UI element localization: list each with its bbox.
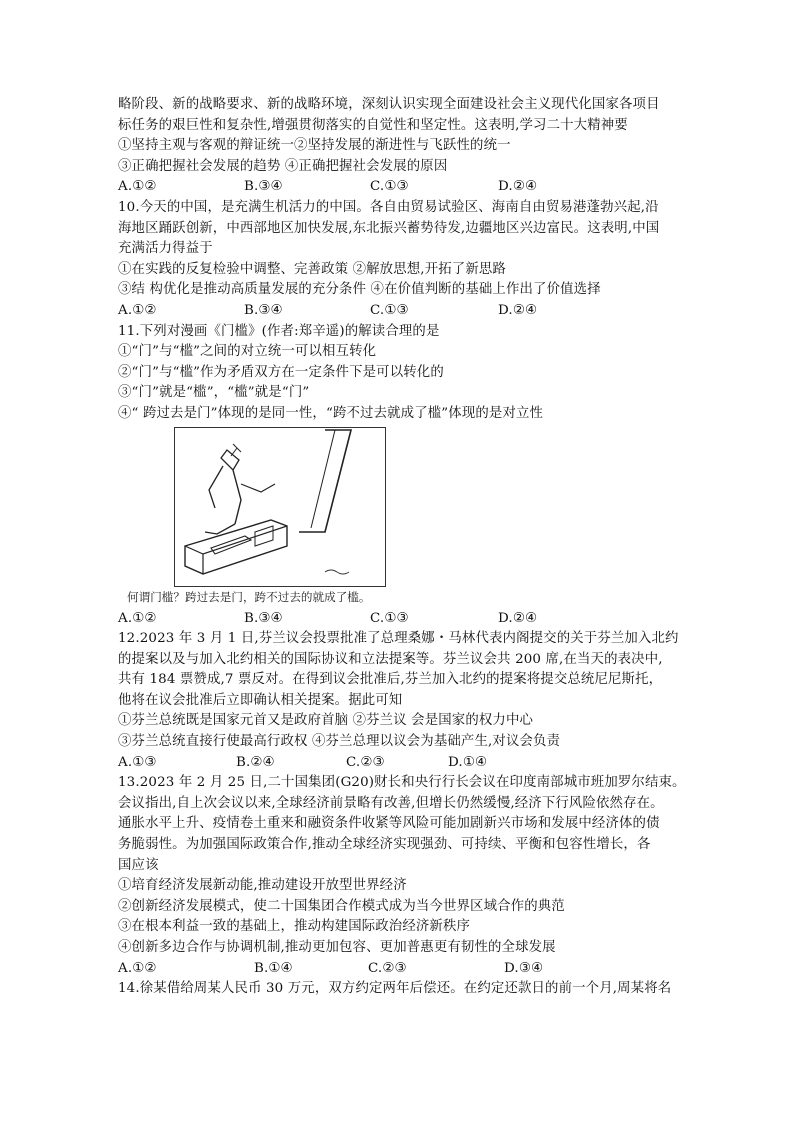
option-line: ③芬兰总统直接行使最高行政权 ④芬兰总理以议会为基础产生,对议会负责	[118, 734, 561, 750]
answer-d: D.①④	[448, 754, 488, 770]
cartoon-figure	[118, 427, 688, 609]
answer-a: A.①②	[118, 960, 157, 976]
question-10	[118, 198, 688, 322]
question-stem: 11.下列对漫画《门槛》(作者:郑辛遥)的解读合理的是	[118, 323, 440, 339]
text-line: 海地区踊跃创新，中西部地区加快发展,东北振兴蓄势待发,边疆地区兴边富民。这表明,中国	[118, 220, 660, 236]
cartoon-drawing	[175, 428, 385, 586]
text-line: 充满活力得益于	[118, 241, 213, 257]
answer-c: C.②③	[346, 754, 385, 770]
answer-c: C.①③	[370, 179, 409, 195]
answer-choices	[118, 609, 688, 630]
answer-choices	[118, 959, 688, 980]
text-line: 国应该	[118, 857, 159, 873]
option-line: ④创新多边合作与协调机制,推动更加包容、更加普惠更有韧性的全球发展	[118, 940, 556, 955]
text-line: 会议指出,自上次会议以来,全球经济前景略有改善,但增长仍然缓慢,经济下行风险依然存在。	[118, 795, 664, 811]
answer-c: C.①③	[370, 610, 409, 626]
question-stem: 12.2023 年 3 月 1 日,芬兰议会投票批准了总理桑娜・马林代表内阁提交的关于芬兰加入北约	[118, 631, 679, 647]
answer-a: A.①②	[118, 302, 157, 318]
text-line: 通胀水平上升、疫情卷土重来和融资条件收紧等风险可能加剧新兴市场和发展中经济体的债	[118, 816, 660, 832]
answer-c: C.①③	[370, 302, 409, 318]
option-line: ③在根本利益一致的基础上，推动构建国际政治经济新秩序	[118, 919, 471, 935]
option-line: ②创新经济发展模式，使二十国集团合作模式成为当今世界区域合作的典范	[118, 898, 565, 914]
option-line: ①在实践的反复检验中调整、完善政策 ②解放思想,开拓了新思路	[118, 261, 506, 277]
answer-d: D.②④	[498, 302, 538, 318]
text-line: 共有 184 票赞成,7 票反对。在得到议会批准后,芬兰加入北约的提案将提交总统尼尼斯托，	[118, 672, 663, 688]
text-line: 略阶段、新的战略要求、新的战略环境，深刻认识实现全面建设社会主义现代化国家各项目	[118, 97, 660, 112]
question-9	[118, 95, 688, 198]
answer-choices	[118, 177, 688, 198]
answer-b: B.③④	[244, 179, 283, 195]
answer-d: D.②④	[498, 610, 538, 626]
answer-b: B.③④	[244, 610, 283, 626]
answer-b: B.②④	[236, 754, 275, 770]
answer-d: D.③④	[504, 960, 544, 976]
answer-b: B.①④	[254, 960, 293, 976]
option-line: ①芬兰总统既是国家元首又是政府首脑 ②芬兰议 会是国家的权力中心	[118, 713, 534, 729]
option-line: ③结 构优化是推动高质量发展的充分条件 ④在价值判断的基础上作出了价值选择	[118, 282, 601, 298]
question-stem: 14.徐某借给周某人民币 30 万元，双方约定两年后偿还。在约定还款日的前一个月,周某将名	[118, 981, 672, 997]
text-line: 的提案以及与加入北约相关的国际协议和立法提案等。芬兰议会共 200 席,在当天的表决中,	[118, 651, 663, 667]
answer-c: C.②③	[368, 960, 407, 976]
question-stem: 13.2023 年 2 月 25 日,二十国集团(G20)财长和央行行长会议在印度南部城市班加罗尔结束。	[118, 775, 686, 791]
option-line: ③正确把握社会发展的趋势 ④正确把握社会发展的原因	[118, 158, 448, 174]
option-line: ④“ 跨过去是门”体现的是同一性，“跨不过去就成了槛”体现的是对立性	[118, 405, 544, 421]
question-14	[118, 979, 688, 1000]
answer-a: A.①②	[118, 179, 157, 195]
option-line: ①坚持主观与客观的辩证统一②坚持发展的渐进性与飞跃性的统一	[118, 138, 511, 154]
option-line: ①培育经济发展新动能,推动建设开放型世界经济	[118, 878, 407, 894]
option-line: ②“门”与“槛”作为矛盾双方在一定条件下是可以转化的	[118, 364, 444, 380]
answer-a: A.①③	[118, 754, 157, 770]
question-13	[118, 773, 688, 979]
text-line: 务脆弱性。为加强国际政策合作,推动全球经济实现强劲、可持续、平衡和包容性增长，各	[118, 837, 651, 853]
option-line: ③“门”就是“槛”，“槛”就是“门”	[118, 385, 310, 401]
option-line: ①“门”与“槛”之间的对立统一可以相互转化	[118, 344, 377, 360]
answer-choices	[118, 301, 688, 322]
question-12	[118, 629, 688, 773]
answer-b: B.③④	[244, 302, 283, 318]
question-stem: 10.今天的中国，是充满生机活力的中国。各自由贸易试验区、海南自由贸易港蓬勃兴起,沿	[118, 199, 659, 215]
answer-choices	[118, 753, 688, 774]
exam-page	[118, 95, 688, 1000]
cartoon-threshold-image	[174, 427, 386, 587]
text-line: 他将在议会批准后立即确认相关提案。据此可知	[118, 692, 403, 708]
cartoon-caption: 何谓门槛？跨过去是门，跨不过去的就成了槛。	[127, 589, 371, 604]
answer-d: D.②④	[498, 179, 538, 195]
answer-a: A.①②	[118, 610, 157, 626]
question-11	[118, 322, 688, 630]
text-line: 标任务的艰巨性和复杂性,增强贯彻落实的自觉性和坚定性。这表明,学习二十大精神要	[118, 117, 628, 133]
